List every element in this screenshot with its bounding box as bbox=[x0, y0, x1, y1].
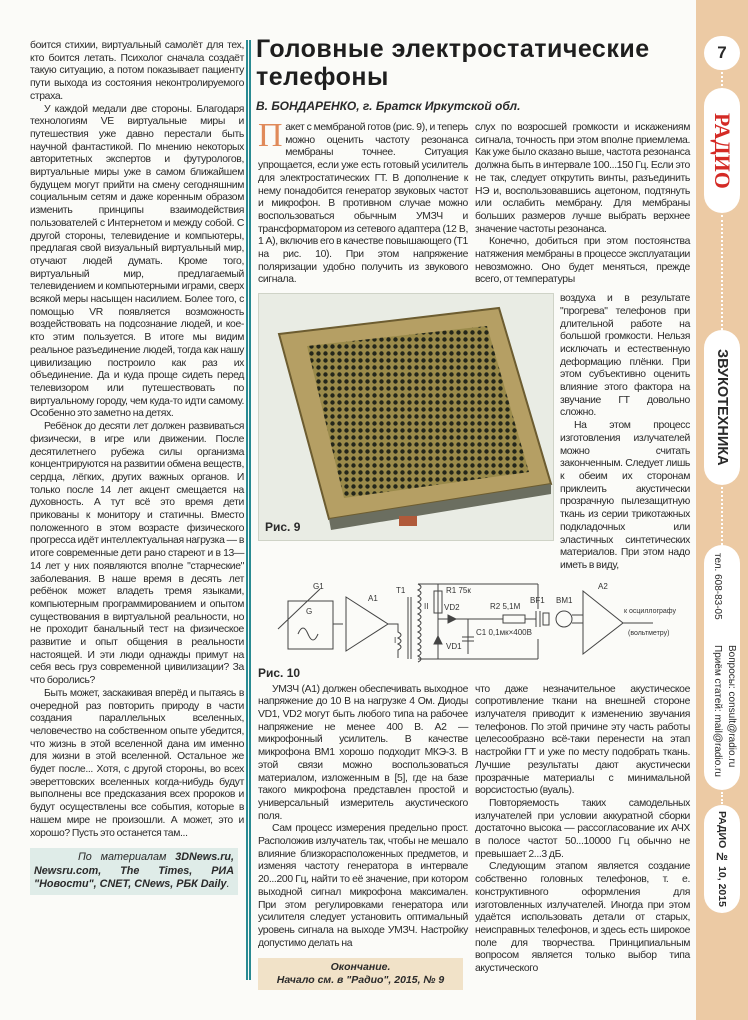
start-reference: Начало см. в "Радио", 2015, № 9 bbox=[276, 974, 445, 987]
label-winding-2: II bbox=[424, 601, 429, 611]
paragraph: Конечно, добиться при этом постоянства натяжения мембраны в процессе эксплуатации невозможно. Оно будет меняться, прежде всего, от температуры bbox=[475, 236, 690, 286]
ending-label: Окончание. bbox=[330, 961, 391, 974]
logo-text: РАДИО bbox=[710, 112, 735, 189]
paragraph: слух по возросшей громкости и искажениям сигнала, точность при этом вполне приемлема. Как уже было сказано выше, частота резонанса должна быть в интервале 100...150 Гц. Если это не так, следует открутить винты, разъединить НЭ и, воспользовавшись ацетоном, подтянуть или ослабить мембрану. Для мембраны больших размеров лучше выбрать верхнее значение частоты резонанса. bbox=[475, 122, 690, 235]
issue-text: РАДИО № 10, 2015 bbox=[716, 811, 728, 907]
label-output-2: (вольтметру) bbox=[628, 629, 670, 637]
section-label bbox=[704, 330, 740, 485]
sources-prefix: По материалам bbox=[77, 851, 167, 864]
paragraph: На этом процесс изготовления излучателей можно считать законченным. Следует лишь к обеим их сторонам приклеить акустически прозрачную пылезащитную ткань из серии трикотажных подкладочных или эластичных синтетических материалов. При этом надо иметь в виду, bbox=[560, 420, 690, 571]
label-c1: C1 0,1мк×400В bbox=[476, 627, 532, 637]
column-divider bbox=[246, 40, 251, 980]
figure-10-caption: Рис. 10 bbox=[258, 665, 301, 680]
label-g1: G1 bbox=[313, 581, 324, 591]
paragraph: У каждой медали две стороны. Благодаря технологиям VE виртуальные миры и путешествия уже давно перестали быть научной фантастикой. По мнению некоторых авторитетных экспертов и футурологов, виртуальные миры уже в самом ближайшем будущем могут прийти на смену сегодняшним социальным сетям и даже коренным образом изменить принципы взаимодействия пользователей с Интернетом и между собой. С другой стороны, телевидение и компьютеры, предлагая свой визуальный виртуальный мир, отучают людей думать. Кроме того, виртуальный мир, предлагаемый телевидением и компьютерными играми, сверх всякой меры насыщен насилием. Более того, с помощью VR появляется возможность воздействовать на подсознание людей, и кое-кто этим пользуется. В итоге мы видим реальное разъединение людей, тогда как нашу цивилизацию построило как раз их объединение. Да и куда проще сидеть перед телевизором или путешествовать по виртуальному городу, чем куда-то идти самому. Особенно это заметно на детях. bbox=[30, 103, 244, 420]
radio-logo bbox=[704, 88, 740, 213]
intro-column-a bbox=[258, 117, 468, 287]
inset-column bbox=[560, 293, 690, 572]
article-title: Головные электростатические телефоны bbox=[256, 35, 650, 91]
paragraph: Быть может, заскакивая вперёд и пытаясь в очередной раз повторить природу в части создания параллельных вселенных, человечество на собственном опыте убедится, что жизнь в этой вселенной дана им именно для жизни в этой вселенной. Остальное же будет после... Хотя, с другой стороны, во всех эвереттовских вселенных когда-нибудь будут выполнены все предсказания всех пророков и будут осуществлены все события, которые в нашем мире не произошли. А может, это и хорошо? Пусть это останется там... bbox=[30, 687, 244, 839]
label-output-1: к осциллографу bbox=[624, 607, 676, 615]
dotted-divider bbox=[721, 215, 723, 330]
paragraph: Сам процесс измерения предельно прост. Расположив излучатель так, чтобы не мешало влияние близкорасположенных предметов, и изменяя частоту генератора в интервале 20...200 Гц, найти то её значение, при котором выходной сигнал микрофона максимален. При этом регулировками генератора или усилителя следует установить оптимальный уровень сигнала на выходе УМЗЧ. Настройку допустимо делать на bbox=[258, 823, 468, 949]
section-text: ЗВУКОТЕХНИКА bbox=[714, 349, 730, 466]
phone: тел. 608-83-05 bbox=[712, 553, 723, 620]
paragraph: Следующим этапом является создание собственно головных телефонов, т. е. конструктивного оформления для изготовленных излучателей. Иногда при этом удаётся использовать детали от старых, неисправных телефонов, и здесь есть широкое поле для творчества. Принципиальным вопросом является только выбор типа акустического bbox=[475, 861, 690, 975]
paragraph: Повторяемость таких самодельных излучателей при условии аккуратной сборки достаточно высока — рассогласование их АЧХ в полосе частот 50...10000 Гц обычно не превышает 2...3 дБ. bbox=[475, 797, 690, 860]
label-g: G bbox=[306, 606, 313, 616]
figure-10-schematic bbox=[258, 579, 690, 664]
label-vd1: VD1 bbox=[446, 641, 462, 651]
bottom-column-a bbox=[258, 684, 468, 951]
amplifier-a1 bbox=[346, 597, 388, 651]
label-winding-1: I bbox=[394, 635, 397, 645]
article-author: В. БОНДАРЕНКО, г. Братск Иркутской обл. bbox=[256, 99, 521, 113]
bottom-column-b bbox=[475, 684, 690, 976]
page-number: 7 bbox=[704, 36, 740, 70]
sources-list: 3DNews.ru, Newsru.com, The Times, РИА "Новости", CNET, CNews, РБК Daily bbox=[34, 851, 235, 891]
figure-row bbox=[258, 293, 690, 572]
intro-row bbox=[258, 117, 690, 287]
contacts bbox=[704, 545, 740, 790]
figure-9-photo bbox=[258, 293, 554, 541]
label-r1: R1 75к bbox=[446, 585, 471, 595]
label-bm1: BM1 bbox=[556, 595, 573, 605]
paragraph: Ребёнок до десяти лет должен развиваться физически, в игре или движении. После десятилетнего рубежа силы организма концентрируются на развитии обмена веществ, сердца, лёгких, других важных органов. И только после 14 лет акцент смещается на духовность. А тут всё это время дети прикованы к монитору и статичны. Вместо положенного в этом возрасте физического прогресса идёт интеллектуальная нагрузка — в итоге современные дети рано стареют и в 13—14 лет у них появляются вполне "старческие" заболевания. В наше время в десять лет ребёнок может владеть тремя языками, компьютерным программированием и опытом существования в виртуальной реальности, но не проходит банальный тест на физическое развитие и опыт общения в реальности настоящей. И эти люди однажды примут на себя весь груз современной цивилизации? За что боролись? bbox=[30, 421, 244, 687]
label-bf1: BF1 bbox=[530, 595, 545, 605]
dotted-divider bbox=[721, 487, 723, 545]
bottom-row bbox=[258, 684, 690, 991]
paragraph: воздуха и в результате "прогрева" телефонов при длительной работе на большой громкости. Нельзя исключать и естественную деформацию плёнки. При этом субъективно оценить влияние этого фактора на звучание ГТ довольно сложно. bbox=[560, 293, 690, 419]
article-body bbox=[258, 117, 690, 1020]
amplifier-a2 bbox=[583, 591, 623, 654]
paragraph: акет с мембраной готов (рис. 9), и теперь можно оценить частоту резонанса мембраны точнее. Ситуация упрощается, если уже есть готовый усилитель для электростатических ГТ. В дополнение к нему понадобится генератор звуковых частот и микрофон. В противном случае можно воспользоваться обычным УМЗЧ и трансформатором из сетевого адаптера (12 В, 1 А), включив его в качестве повышающего (Т1 на рис. 10). При этом напряжение поляризации удобно получить из звукового сигнала. bbox=[258, 122, 468, 286]
email-submissions: Приём статей: mail@radio.ru bbox=[712, 645, 723, 777]
figure-9-caption: Рис. 9 bbox=[265, 520, 301, 535]
sources-box: По материалам 3DNews.ru, Newsru.com, The Times, РИА "Новости", CNET, CNews, РБК Daily. bbox=[30, 848, 238, 895]
left-column bbox=[30, 40, 244, 840]
left-column-wrapper bbox=[30, 40, 244, 895]
label-a1: A1 bbox=[368, 593, 378, 603]
paragraph: что даже незначительное акустическое сопротивление ткани на внешней стороне излучателя приводит к изменению звучания телефонов. По этой причине эту часть работы целесообразно всё-таки перенести на этап настройки ГТ и уже по месту подобрать ткань. Лучшие результаты дают акустически прозрачные материалы с минимальной ворсистостью (вуаль). bbox=[475, 683, 690, 797]
bottom-column-a-wrapper bbox=[258, 684, 468, 991]
paragraph: боится стихии, виртуальный самолёт для тех, кто боится летать. Психолог сначала создаёт такую ситуацию, а потом показывает пациенту пути выхода из состояния неконтролируемого страха. bbox=[30, 40, 244, 102]
paragraph: УМЗЧ (А1) должен обеспечивать выходное напряжение до 10 В на нагрузке 4 Ом. Диоды VD1, VD2 могут быть любого типа на рабочее напряжение не менее 400 В. А2 — микрофонный усилитель. В качестве микрофона ВМ1 хорошо подходит МКЭ-3. В этой связи можно воспользоваться материалом, изложенным в [5], где на базе такого микрофона представлен простой и универсальный измеритель акустического поля. bbox=[258, 683, 468, 822]
label-r2: R2 5,1М bbox=[490, 601, 521, 611]
continuation-note bbox=[258, 958, 463, 990]
email-questions: Вопросы: consult@radio.ru bbox=[726, 645, 737, 768]
label-a2: A2 bbox=[598, 581, 608, 591]
dotted-divider bbox=[721, 792, 723, 804]
label-t1: T1 bbox=[396, 585, 406, 595]
drop-cap: П bbox=[258, 117, 283, 154]
issue-label bbox=[704, 805, 740, 913]
sidebar-band bbox=[696, 0, 748, 1020]
intro-column-b bbox=[475, 122, 690, 287]
label-vd2: VD2 bbox=[444, 602, 460, 612]
